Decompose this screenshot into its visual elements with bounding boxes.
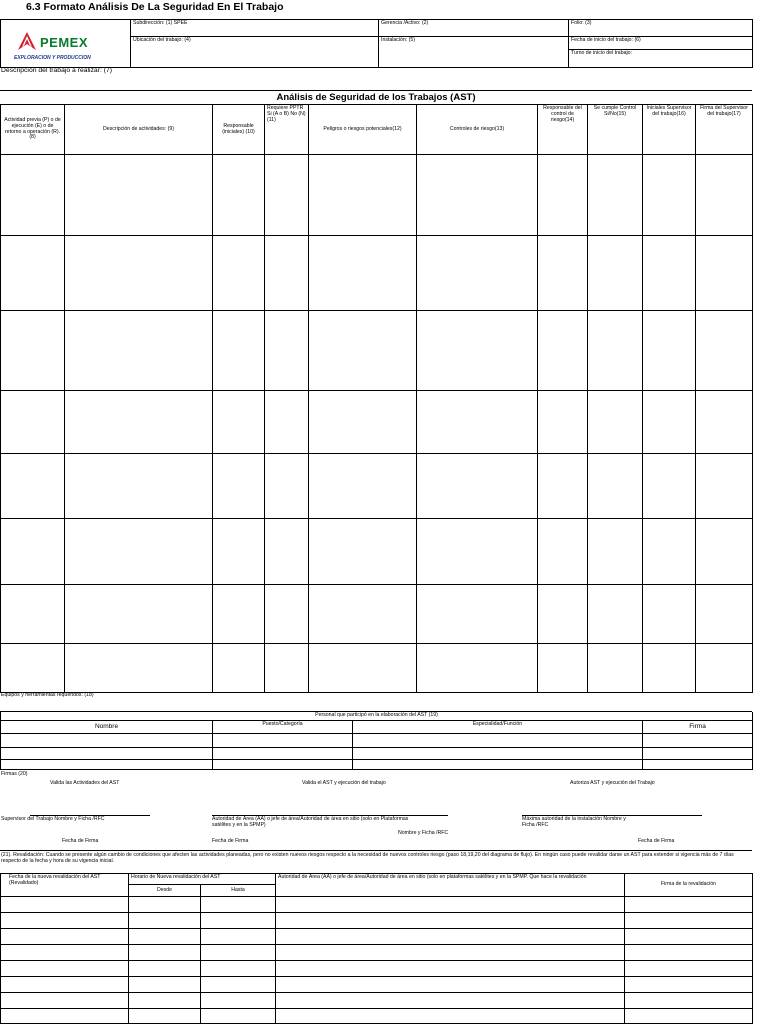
revalidacion-autoridad-header: Autoridad de Área (AA) o jefe de área/Autoridad de área en sitio (solo en plataformas satélites y en la SPMP. Que hace la revalidación	[276, 874, 625, 897]
pemex-eagle-icon	[16, 31, 38, 53]
col-resp-control-header: Responsable del control de riesgo(14)	[538, 105, 588, 155]
ast-title: Análisis de Seguridad de los Trabajos (AST)	[276, 92, 476, 103]
autoriza-label: Autoriza AST y ejecución del Trabajo	[570, 780, 655, 786]
autoridad-nombre-label: Nombre y Ficha /RFC	[398, 830, 449, 836]
descripcion-trabajo-field[interactable]: Descripción del trabajo a realizar: (7)	[1, 67, 113, 74]
personal-puesto-header: Puesto/Categoría	[213, 720, 353, 733]
logo-subtitle: EXPLORACION Y PRODUCCION	[14, 55, 91, 61]
personal-row[interactable]	[1, 759, 753, 769]
instalacion-field[interactable]: Instalación: (5)	[379, 37, 569, 68]
personal-title: Personal que participó en la elaboración del AST (19)	[1, 712, 753, 720]
revalidacion-row[interactable]	[1, 945, 753, 961]
col-cumple-header: Se cumple Control Si/No(15)	[588, 105, 643, 155]
turno-inicio-field[interactable]: Turno de inicio del trabajo:	[571, 50, 632, 56]
ast-row[interactable]	[1, 454, 753, 519]
valida-actividades-label: Valida las Actividades del AST	[50, 780, 120, 786]
revalidacion-fecha-header: Fecha de la nueva revalidación del AST (Revalidado)	[1, 874, 129, 897]
maxima-fecha-label: Fecha de Firma	[638, 838, 675, 844]
col-descripcion-header: Descripción de actividades: (9)	[65, 105, 213, 155]
revalidacion-row[interactable]	[1, 993, 753, 1009]
ast-row[interactable]	[1, 391, 753, 454]
col-firma-header: Firma del Supervisor del trabajo(17)	[696, 105, 753, 155]
col-responsable-header: Responsable (iniciales) (10)	[213, 105, 265, 155]
personal-table	[0, 712, 753, 770]
revalidacion-hasta-header: Hasta	[201, 885, 276, 897]
folio-field[interactable]: Folio: (3)	[569, 20, 753, 37]
pemex-logo	[14, 29, 114, 65]
autoridad-fecha-label: Fecha de Firma	[212, 838, 249, 844]
ast-row[interactable]	[1, 155, 753, 236]
revalidacion-text: (21). Revalidación: Cuando se presente algún cambio de condiciones que afecten las actividades planeadas, pero no existen nuevos riesgos respecto a la necesidad de nuevos controles riesgo (paso 18,19,20 del diagrama de flujo). En ningún caso puede revalidar darse un AST para extender si vigencia más de 7 días respecto de la fecha y hora de su vigencia inicial.	[1, 852, 734, 864]
ast-row[interactable]	[1, 311, 753, 391]
subdireccion-field[interactable]: Subdirección: (1) SPEE	[131, 20, 379, 37]
ast-row[interactable]	[1, 236, 753, 311]
ast-table	[0, 104, 753, 693]
personal-especialidad-header: Especialidad/Función	[353, 720, 643, 733]
personal-row[interactable]	[1, 747, 753, 759]
ast-row[interactable]	[1, 519, 753, 585]
col-controles-header: Controles de riesgo(13)	[417, 105, 538, 155]
supervisor-fecha-label: Fecha de Firma	[62, 838, 99, 844]
maxima-label: Máxima autoridad de la instalación Nombre y Ficha /RFC	[522, 816, 626, 828]
personal-row[interactable]	[1, 733, 753, 747]
ast-row[interactable]	[1, 585, 753, 644]
revalidacion-table	[0, 873, 753, 1024]
fecha-inicio-field[interactable]: Fecha de inicio del trabajo: (6)	[569, 37, 752, 50]
col-iniciales-header: Iniciales Supervisor del trabajo(16)	[643, 105, 696, 155]
revalidacion-row[interactable]	[1, 961, 753, 977]
revalidacion-row[interactable]	[1, 897, 753, 913]
personal-firma-header: Firma	[643, 720, 753, 733]
ubicacion-field[interactable]: Ubicación del trabajo: (4)	[131, 37, 379, 68]
firmas-section	[0, 771, 752, 851]
col-actividad-header: Actividad previa (P) o de ejecución (E) o de retorno a operación (R). (8)	[1, 105, 65, 155]
valida-ejecucion-label: Valida el AST y ejecución del trabajo	[302, 780, 386, 786]
revalidacion-horario-header: Horario de Nueva revalidación del AST	[129, 874, 276, 885]
equipos-field[interactable]: Equipos y herramientas requeridos: (18)	[1, 692, 94, 698]
ast-row[interactable]	[1, 644, 753, 693]
autoridad-label: Autoridad de Área (AA) o jefe de área/Autoridad de área en sitio (solo en Plataformas satélites y en la SPMP)	[212, 816, 409, 828]
revalidacion-row[interactable]	[1, 1009, 753, 1024]
gerencia-field[interactable]: Gerencia /Activo: (2)	[379, 20, 569, 37]
col-peligros-header: Peligros o riesgos potenciales(12)	[309, 105, 417, 155]
revalidacion-firma-header: Firma de la revalidación	[625, 874, 753, 897]
page-title: 6.3 Formato Análisis De La Seguridad En El Trabajo	[26, 1, 284, 13]
firmas-title: Firmas (20)	[1, 771, 28, 777]
col-pptr-header: Requiere PPTR Si (A o B) No (N) (11)	[265, 105, 309, 155]
personal-nombre-header: Nombre	[1, 720, 213, 733]
revalidacion-row[interactable]	[1, 913, 753, 929]
revalidacion-row[interactable]	[1, 977, 753, 993]
supervisor-label: Supervisor del Trabajo Nombre y Ficha /RFC	[1, 816, 105, 822]
revalidacion-row[interactable]	[1, 929, 753, 945]
logo-text: PEMEX	[40, 35, 89, 50]
revalidacion-desde-header: Desde	[129, 885, 201, 897]
